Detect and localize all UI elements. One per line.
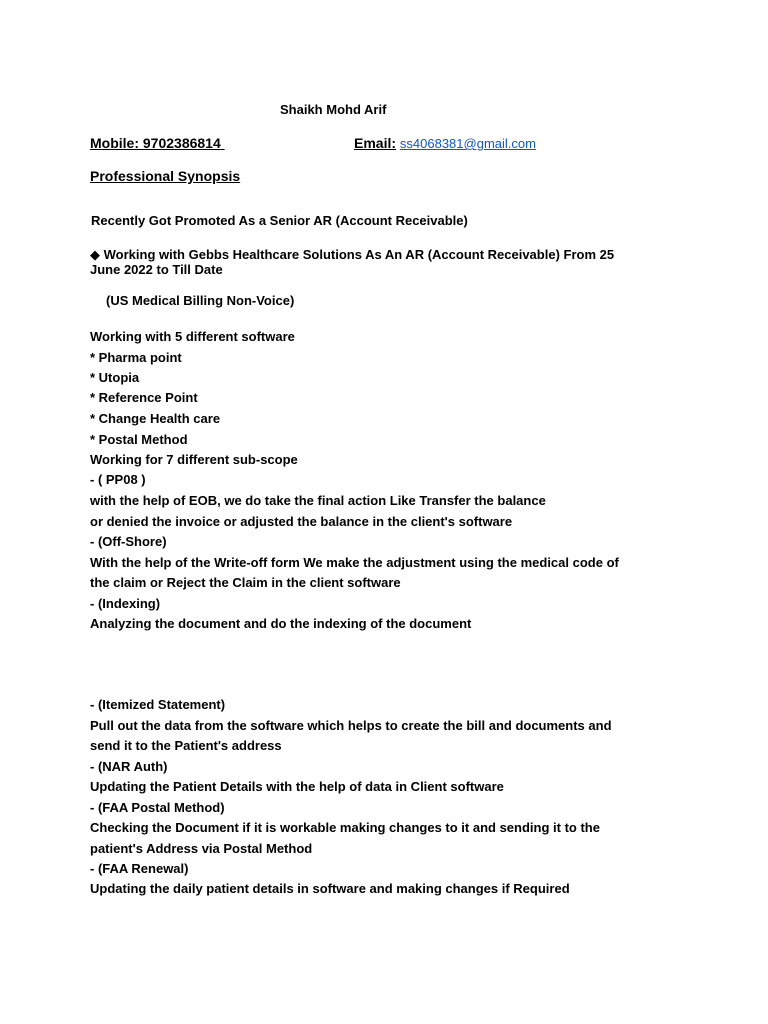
subscope-line: send it to the Patient's address [90,738,282,753]
subscope-line: Pull out the data from the software which helps to create the bill and documents and [90,718,612,733]
subscope-line: Updating the daily patient details in software and making changes if Required [90,881,570,896]
software-item: * Pharma point [90,350,182,365]
software-item: * Reference Point [90,390,198,405]
email-link[interactable]: ss4068381@gmail.com [399,136,536,151]
current-role-text: Working with Gebbs Healthcare Solutions As An AR (Account Receivable) From 25 [103,247,615,262]
subscope-line: the claim or Reject the Claim in the client software [90,575,401,590]
software-intro: Working with 5 different software [90,329,295,344]
subscope-line: with the help of EOB, we do take the final action Like Transfer the balance [90,493,546,508]
software-item: * Change Health care [90,411,221,426]
promotion-text: Recently Got Promoted As a Senior AR (Account Receivable) [91,213,468,228]
subscope-line: - (Itemized Statement) [90,697,226,712]
software-item: * Utopia [90,370,140,385]
subscope-line: - ( PP08 ) [90,472,146,487]
subscope-line: - (FAA Renewal) [90,861,189,876]
subscope-line: patient's Address via Postal Method [90,841,313,856]
email-label: Email: [354,135,397,151]
current-role-line1 [90,247,614,263]
billing-type: (US Medical Billing Non-Voice) [106,293,295,308]
subscope-line: or denied the invoice or adjusted the balance in the client's software [90,514,513,529]
subscope-line: With the help of the Write-off form We make the adjustment using the medical code of [90,555,619,570]
contact-spacer [221,135,288,151]
subscope-line: Checking the Document if it is workable making changes to it and sending it to the [90,820,600,835]
subscope-line: Analyzing the document and do the indexing of the document [90,616,472,631]
software-item: * Postal Method [90,432,188,447]
mobile-number: Mobile: 9702386814 [90,135,221,151]
subscope-line: Updating the Patient Details with the help of data in Client software [90,779,504,794]
subscope-line: - (Indexing) [90,596,161,611]
contact-row [90,135,288,151]
subscope-line: - (NAR Auth) [90,759,168,774]
current-role-line2: June 2022 to Till Date [90,262,223,277]
diamond-bullet-icon: ◆ [90,247,100,262]
subscope-intro: Working for 7 different sub-scope [90,452,298,467]
section-heading-synopsis: Professional Synopsis [90,168,241,184]
email-row [354,135,536,152]
subscope-line: - (FAA Postal Method) [90,800,225,815]
subscope-line: - (Off-Shore) [90,534,167,549]
candidate-name: Shaikh Mohd Arif [280,102,387,117]
